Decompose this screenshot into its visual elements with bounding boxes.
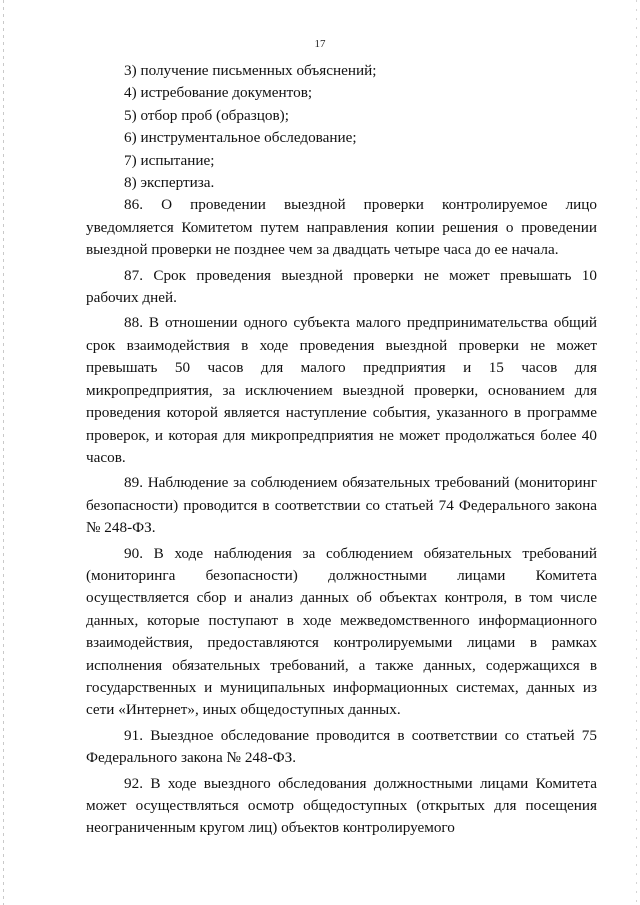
list-item: 6) инструментальное обследование; <box>124 129 357 147</box>
paragraph-89: 89. Наблюдение за соблюдением обязательных требований (мониторинг безопасности) проводится в соответствии со статьей 74 Федерального закона № 248-ФЗ. <box>86 474 597 537</box>
page-number: 17 <box>314 38 326 50</box>
scan-edge-right <box>636 0 637 905</box>
paragraph-91: 91. Выездное обследование проводится в соответствии со статьей 75 Федерального закона № 248-ФЗ. <box>86 726 597 767</box>
paragraph-90: 90. В ходе наблюдения за соблюдением обязательных требований (мониторинга безопасности) должностными лицами Комитета осуществляется сбор и анализ данных об объектах контроля, в том числе данных, которые поступают в ходе межведомственного информационного взаимодействия, предоставляются контролируемыми лицами в рамках исполнения обязательных требований, а также данных, содержащихся в государственных и муниципальных информационных системах, данных из сети «Интернет», иных общедоступных данных. <box>86 544 597 719</box>
list-item: 7) испытание; <box>124 151 215 169</box>
paragraph-87: 87. Срок проведения выездной проверки не может превышать 10 рабочих дней. <box>86 266 597 307</box>
list-item: 8) экспертиза. <box>124 174 215 192</box>
list-item: 4) истребование документов; <box>124 84 313 102</box>
document-body <box>86 60 597 840</box>
paragraph-92: 92. В ходе выездного обследования должностными лицами Комитета может осуществляться осмотр общедоступных (открытых для посещения неограниченным кругом лиц) объектов контролируемого <box>86 774 597 837</box>
paragraph-88: 88. В отношении одного субъекта малого предпринимательства общий срок взаимодействия в ходе проведения выездной проверки не может превышать 50 часов для малого предприятия и 15 часов для микропредприятия, за исключением выездной проверки, основанием для проведения которой является наступление события, указанного в программе проверок, и которая для микропредприятия не может продолжаться более 40 часов. <box>86 314 597 466</box>
list-item: 3) получение письменных объяснений; <box>124 62 377 79</box>
scan-edge-left <box>3 0 4 905</box>
list-item: 5) отбор проб (образцов); <box>124 106 289 124</box>
paragraph-86: 86. О проведении выездной проверки контролируемое лицо уведомляется Комитетом путем направления копии решения о проведении выездной проверки не позднее чем за двадцать четыре часа до ее начала. <box>86 196 597 259</box>
